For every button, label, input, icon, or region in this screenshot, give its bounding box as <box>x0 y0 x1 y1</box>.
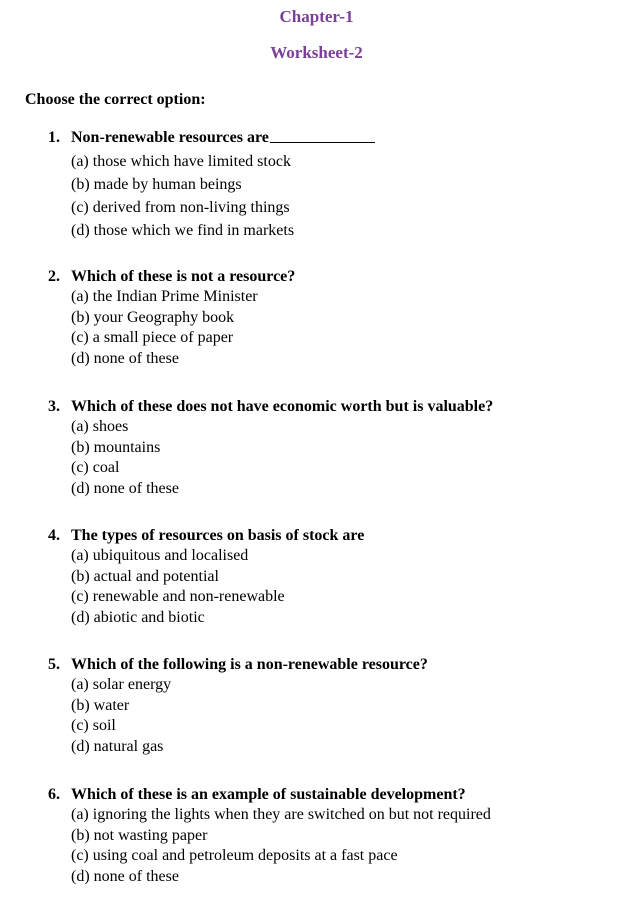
question-text: Which of these does not have economic worth but is valuable? <box>71 398 494 415</box>
worksheet-title: Worksheet-2 <box>270 43 363 62</box>
option-b: (b) water <box>71 696 130 714</box>
question-number: 1. <box>48 129 60 146</box>
question-number: 6. <box>48 786 60 803</box>
option-list <box>48 417 618 499</box>
option-c: (c) derived from non-living things <box>71 199 290 216</box>
question-1 <box>48 128 618 242</box>
option-a: (a) those which have limited stock <box>71 153 291 170</box>
question-6 <box>48 785 618 887</box>
question-3 <box>48 397 618 499</box>
question-text: Non-renewable resources are <box>71 129 269 146</box>
option-b: (b) your Geography book <box>71 308 235 326</box>
chapter-title: Chapter-1 <box>279 7 354 26</box>
option-d: (d) none of these <box>71 867 179 885</box>
answer-blank <box>270 128 375 143</box>
question-number: 4. <box>48 527 60 544</box>
option-a: (a) ignoring the lights when they are switched on but not required <box>71 806 491 823</box>
question-2 <box>48 267 618 369</box>
question-stem <box>48 655 618 675</box>
option-list <box>48 675 618 757</box>
option-a: (a) shoes <box>71 418 129 435</box>
option-list <box>48 150 618 242</box>
question-text: Which of these is not a resource? <box>71 268 296 285</box>
question-stem <box>48 526 618 546</box>
option-d: (d) abiotic and biotic <box>71 608 205 626</box>
option-d: (d) natural gas <box>71 737 164 755</box>
question-number: 5. <box>48 656 60 673</box>
question-number: 3. <box>48 398 60 415</box>
option-b: (b) not wasting paper <box>71 826 208 844</box>
option-list <box>48 287 618 369</box>
question-text: The types of resources on basis of stock are <box>71 527 365 544</box>
option-d: (d) none of these <box>71 479 179 497</box>
option-b: (b) made by human beings <box>71 176 242 193</box>
question-stem <box>48 267 618 287</box>
question-4 <box>48 526 618 628</box>
question-stem <box>48 128 618 148</box>
option-c: (c) soil <box>71 717 116 734</box>
question-stem <box>48 397 618 417</box>
option-b: (b) actual and potential <box>71 567 219 585</box>
question-text: Which of the following is a non-renewable resource? <box>71 656 428 673</box>
option-list <box>48 805 618 887</box>
question-5 <box>48 655 618 757</box>
question-number: 2. <box>48 268 60 285</box>
option-c: (c) renewable and non-renewable <box>71 588 285 605</box>
option-a: (a) ubiquitous and localised <box>71 547 249 564</box>
option-c: (c) coal <box>71 459 120 476</box>
option-d: (d) none of these <box>71 349 179 367</box>
question-stem <box>48 785 618 805</box>
option-a: (a) solar energy <box>71 676 172 693</box>
option-b: (b) mountains <box>71 438 161 456</box>
question-text: Which of these is an example of sustainable development? <box>71 786 466 803</box>
option-d: (d) those which we find in markets <box>71 222 295 239</box>
instructions: Choose the correct option: <box>25 91 206 108</box>
option-c: (c) using coal and petroleum deposits at a fast pace <box>71 847 398 864</box>
option-list <box>48 546 618 628</box>
option-a: (a) the Indian Prime Minister <box>71 288 258 305</box>
option-c: (c) a small piece of paper <box>71 329 234 346</box>
